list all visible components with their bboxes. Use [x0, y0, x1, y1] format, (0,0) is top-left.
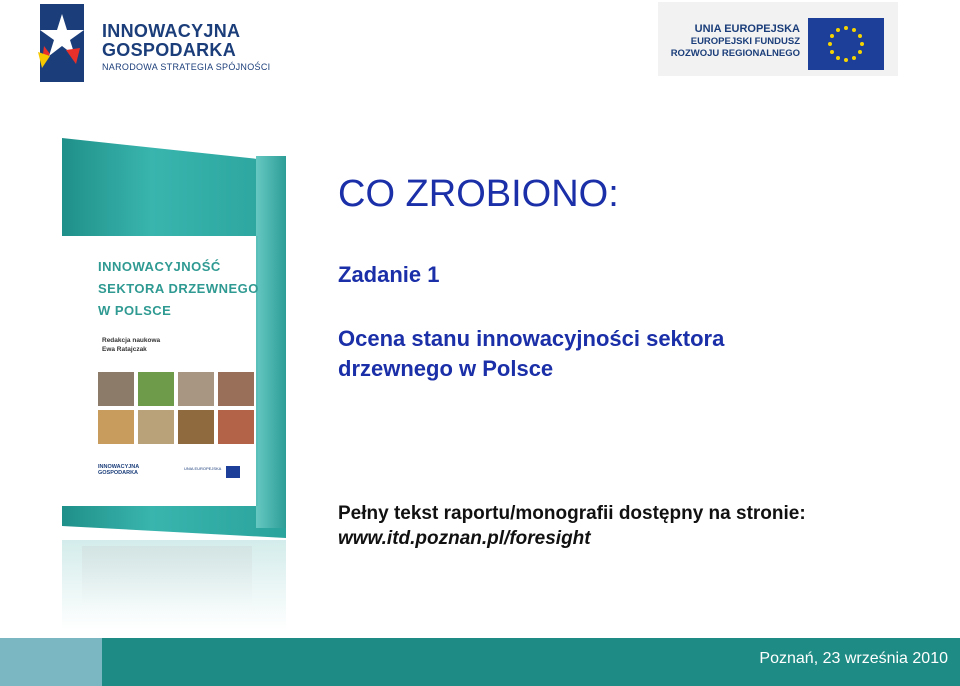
eu-logo [658, 2, 898, 76]
book-photo [178, 372, 214, 406]
book-reflection-inner [82, 546, 252, 606]
task-label: Zadanie 1 [338, 262, 440, 287]
slide-heading: CO ZROBIONO: [338, 173, 619, 215]
book-editor-name: Ewa Ratajczak [102, 346, 147, 353]
book-ig-logo [98, 464, 139, 476]
footer-bar [0, 638, 960, 686]
ig-logo-line3: NARODOWA STRATEGIA SPÓJNOŚCI [102, 62, 271, 72]
book-photo [98, 410, 134, 444]
book-spine [256, 156, 286, 528]
book-editor-label: Redakcja naukowa [102, 337, 161, 344]
report-url-link[interactable]: www.itd.poznan.pl/foresight [338, 528, 591, 549]
star-logo-icon [36, 4, 92, 82]
full-text-note: Pełny tekst raportu/monografii dostępny na stronie: [338, 503, 806, 524]
book-title-line3: W POLSCE [98, 303, 172, 318]
eu-logo-line1: UNIA EUROPEJSKA [694, 23, 800, 35]
book-photo [138, 372, 174, 406]
book-cover-image [62, 138, 286, 538]
book-photo [178, 410, 214, 444]
book-logos [98, 464, 248, 488]
book-photo [218, 410, 254, 444]
ig-logo-line2: GOSPODARKA [102, 40, 237, 60]
task-description [338, 324, 858, 384]
ig-logo-line1: INNOWACYJNA [102, 21, 241, 41]
eu-logo-line3: ROZWOJU REGIONALNEGO [670, 48, 800, 59]
footer-date: Poznań, 23 września 2010 [759, 650, 948, 667]
book-ig-logo-line1: INNOWACYJNA [98, 464, 140, 470]
book-photo [218, 372, 254, 406]
book-photo-grid [98, 372, 250, 446]
book-eu-logo: UNIA EUROPEJSKA [184, 466, 222, 471]
innowacyjna-gospodarka-logo [36, 4, 276, 84]
task-description-line2: drzewnego w Polsce [338, 356, 554, 381]
book-ig-logo-line2: GOSPODARKA [98, 470, 139, 476]
book-title-line1: INNOWACYJNOŚĆ [98, 259, 221, 274]
eu-flag-icon [808, 18, 884, 70]
book-title-line2: SEKTORA DRZEWNEGO [98, 281, 259, 296]
book-title [98, 256, 259, 322]
book-editor [102, 336, 160, 354]
eu-logo-line2: EUROPEJSKI FUNDUSZ [690, 36, 800, 47]
book-photo [98, 372, 134, 406]
book-reflection [62, 540, 286, 630]
book-eu-flag-icon [226, 466, 240, 478]
task-description-line1: Ocena stanu innowacyjności sektora [338, 326, 725, 351]
footer-accent-block [0, 638, 102, 686]
book-photo [138, 410, 174, 444]
